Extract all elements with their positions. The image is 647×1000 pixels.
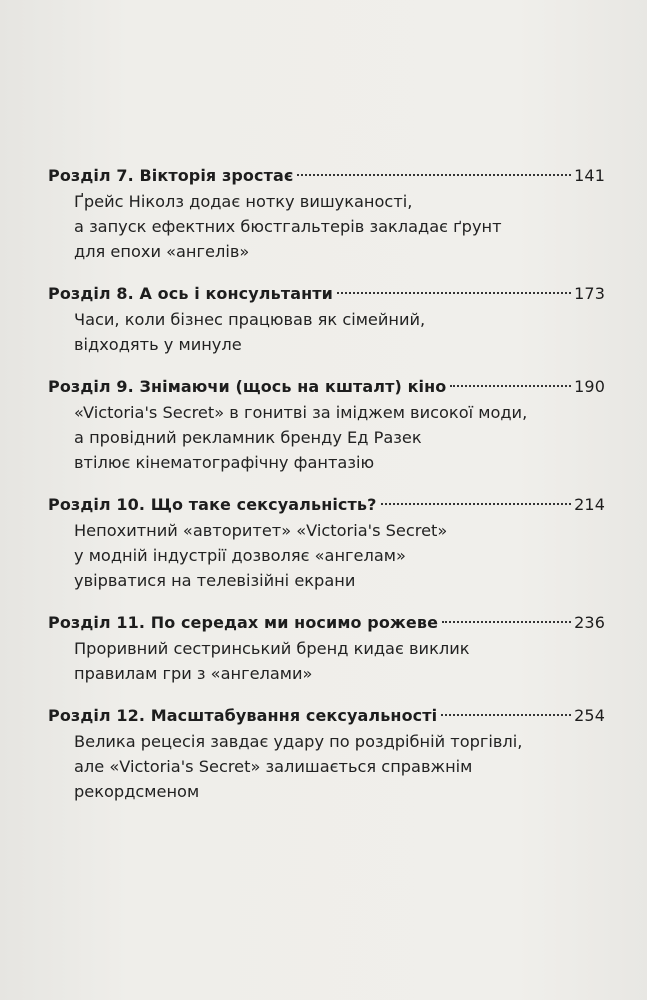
chapter-description [74, 189, 605, 264]
toc-entry-heading [48, 703, 605, 729]
description-line: але «Victoria's Secret» залишається справжнім [74, 757, 473, 776]
description-line: увірватися на телевізійні екрани [74, 571, 356, 590]
toc-entry-heading [48, 610, 605, 636]
chapter-description [74, 729, 605, 804]
page-number: 173 [574, 284, 605, 303]
chapter-description [74, 518, 605, 593]
chapter-title: Розділ 10. Що таке сексуальність? [48, 495, 377, 514]
description-line: у модній індустрії дозволяє «ангелам» [74, 546, 406, 565]
description-line: втілює кінематографічну фантазію [74, 453, 375, 472]
toc-entry-9 [48, 374, 605, 475]
dot-leader [441, 714, 571, 716]
page-number: 254 [574, 706, 605, 725]
dot-leader [297, 174, 571, 176]
page-number: 236 [574, 613, 605, 632]
page-number: 214 [574, 495, 605, 514]
description-line: а провідний рекламник бренду Ед Разек [74, 428, 422, 447]
chapter-title: Розділ 8. А ось і консультанти [48, 284, 333, 303]
chapter-title: Розділ 9. Знімаючи (щось на кшталт) кіно [48, 377, 447, 396]
page-number: 141 [574, 166, 605, 185]
chapter-description [74, 400, 605, 475]
description-line: а запуск ефектних бюстгальтерів закладає ґрунт [74, 217, 502, 236]
table-of-contents [48, 163, 605, 821]
description-line: «Victoria's Secret» в гонитві за іміджем високої моди, [74, 403, 528, 422]
toc-entry-11 [48, 610, 605, 686]
toc-entry-heading [48, 492, 605, 518]
toc-entry-8 [48, 281, 605, 357]
dot-leader [337, 292, 571, 294]
toc-entry-7 [48, 163, 605, 264]
toc-entry-12 [48, 703, 605, 804]
toc-entry-heading [48, 374, 605, 400]
dot-leader [450, 385, 571, 387]
description-line: для епохи «ангелів» [74, 242, 250, 261]
dot-leader [381, 503, 572, 505]
description-line: рекордсменом [74, 782, 200, 801]
description-line: Ґрейс Ніколз додає нотку вишуканості, [74, 192, 413, 211]
toc-entry-heading [48, 163, 605, 189]
description-line: Велика рецесія завдає удару по роздрібній торгівлі, [74, 732, 523, 751]
description-line: Проривний сестринський бренд кидає виклик [74, 639, 470, 658]
description-line: правилам гри з «ангелами» [74, 664, 313, 683]
chapter-title: Розділ 7. Вікторія зростає [48, 166, 294, 185]
dot-leader [442, 621, 571, 623]
chapter-title: Розділ 11. По середах ми носимо рожеве [48, 613, 439, 632]
chapter-title: Розділ 12. Масштабування сексуальності [48, 706, 438, 725]
toc-entry-10 [48, 492, 605, 593]
toc-entry-heading [48, 281, 605, 307]
chapter-description [74, 636, 605, 686]
page-number: 190 [574, 377, 605, 396]
description-line: відходять у минуле [74, 335, 242, 354]
chapter-description [74, 307, 605, 357]
description-line: Непохитний «авторитет» «Victoria's Secret» [74, 521, 448, 540]
description-line: Часи, коли бізнес працював як сімейний, [74, 310, 426, 329]
